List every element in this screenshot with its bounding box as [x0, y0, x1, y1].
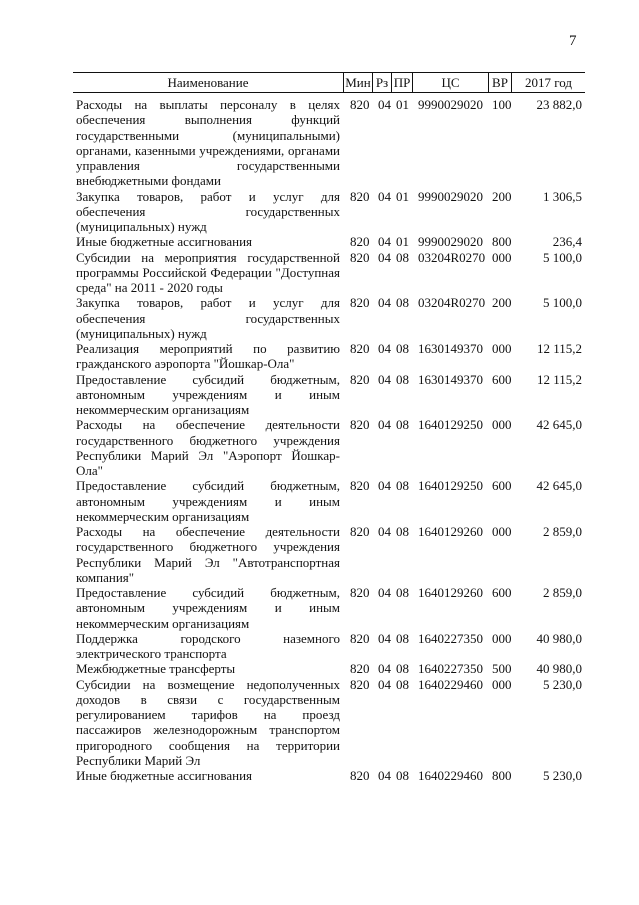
table-row	[73, 97, 585, 189]
row-cs: 1640129250	[418, 478, 483, 494]
row-name: Субсидии на мероприятия государственной программы Российской Федерации "Доступная среда" на 2011 - 2020 годы	[76, 249, 340, 295]
table-row	[73, 631, 585, 662]
row-name: Поддержка городского наземного электрического транспорта	[76, 630, 340, 661]
row-rz: 04	[378, 234, 391, 250]
row-pr: 08	[396, 341, 409, 356]
row-rz: 04	[378, 341, 391, 356]
row-rz: 04	[378, 676, 391, 692]
row-pr: 08	[396, 524, 409, 539]
table-row	[73, 372, 585, 418]
row-value: 5 230,0	[543, 676, 582, 692]
row-cs: 1640129250	[418, 417, 483, 433]
row-vr: 200	[492, 295, 512, 311]
table-row	[73, 234, 585, 249]
row-vr: 600	[492, 585, 512, 600]
row-value: 5 100,0	[543, 249, 582, 265]
row-min: 820	[350, 768, 370, 783]
header-year: 2017 год	[511, 73, 585, 92]
table-row	[73, 189, 585, 235]
row-pr: 08	[396, 768, 409, 783]
row-vr: 000	[492, 630, 512, 646]
row-pr: 08	[396, 676, 409, 692]
row-pr: 08	[396, 478, 409, 494]
row-min: 820	[350, 97, 370, 112]
header-rz: Рз	[372, 73, 391, 92]
row-value: 12 115,2	[536, 341, 582, 356]
row-cs: 9990029020	[418, 188, 483, 204]
row-value: 42 645,0	[536, 417, 582, 433]
row-value: 236,4	[552, 234, 582, 250]
row-pr: 01	[396, 188, 409, 204]
row-pr: 08	[396, 661, 409, 677]
row-pr: 08	[396, 417, 409, 433]
table-body	[73, 93, 585, 783]
row-value: 2 859,0	[543, 524, 582, 539]
row-min: 820	[350, 249, 370, 265]
row-vr: 800	[492, 234, 512, 250]
row-value: 40 980,0	[536, 630, 582, 646]
header-vr: ВР	[488, 73, 511, 92]
row-rz: 04	[378, 371, 391, 387]
table-row	[73, 661, 585, 676]
row-vr: 100	[492, 97, 512, 112]
row-cs: 1640229460	[418, 768, 483, 783]
table-row	[73, 417, 585, 478]
row-min: 820	[350, 585, 370, 600]
row-cs: 1640129260	[418, 524, 483, 539]
table-row	[73, 585, 585, 631]
row-value: 1 306,5	[543, 188, 582, 204]
row-cs: 9990029020	[418, 234, 483, 250]
table-row	[73, 478, 585, 524]
row-value: 23 882,0	[536, 97, 582, 112]
row-rz: 04	[378, 249, 391, 265]
row-vr: 600	[492, 371, 512, 387]
row-min: 820	[350, 417, 370, 433]
row-vr: 000	[492, 417, 512, 433]
row-value: 42 645,0	[536, 478, 582, 494]
row-rz: 04	[378, 630, 391, 646]
row-name: Реализация мероприятий по развитию гражданского аэропорта "Йошкар-Ола"	[76, 341, 340, 372]
row-rz: 04	[378, 295, 391, 311]
row-min: 820	[350, 371, 370, 387]
row-vr: 000	[492, 524, 512, 539]
header-min: Мин	[343, 73, 372, 92]
budget-table	[73, 72, 585, 783]
row-value: 5 100,0	[543, 295, 582, 311]
table-row	[73, 768, 585, 783]
row-name: Закупка товаров, работ и услуг для обеспечения государственных (муниципальных) нужд	[76, 295, 340, 341]
header-name: Наименование	[167, 75, 249, 90]
row-min: 820	[350, 524, 370, 539]
row-vr: 200	[492, 188, 512, 204]
row-name: Иные бюджетные ассигнования	[76, 768, 253, 783]
row-cs: 1630149370	[418, 371, 483, 387]
row-pr: 01	[396, 97, 409, 112]
row-min: 820	[350, 295, 370, 311]
row-name: Предоставление субсидий бюджетным, автономным учреждениям и иным некоммерческим организациям	[76, 585, 340, 631]
row-cs: 03204R0270	[418, 249, 486, 265]
row-pr: 08	[396, 630, 409, 646]
row-value: 40 980,0	[536, 661, 582, 677]
row-cs: 1630149370	[418, 341, 483, 356]
row-min: 820	[350, 676, 370, 692]
row-rz: 04	[378, 97, 391, 112]
row-cs: 1640129260	[418, 585, 483, 600]
row-min: 820	[350, 188, 370, 204]
page-number: 7	[569, 33, 577, 49]
row-rz: 04	[378, 417, 391, 433]
row-min: 820	[350, 341, 370, 356]
row-vr: 000	[492, 676, 512, 692]
row-pr: 08	[396, 295, 409, 311]
row-rz: 04	[378, 768, 391, 783]
row-name: Предоставление субсидий бюджетным, автономным учреждениям и иным некоммерческим организациям	[76, 371, 340, 417]
table-header	[73, 72, 585, 93]
table-row	[73, 295, 585, 341]
row-min: 820	[350, 630, 370, 646]
table-row	[73, 250, 585, 296]
row-vr: 000	[492, 249, 512, 265]
row-cs: 1640229460	[418, 676, 483, 692]
table-row	[73, 341, 585, 372]
row-cs: 03204R0270	[418, 295, 486, 311]
row-name: Расходы на выплаты персоналу в целях обеспечения выполнения функций государственными (муниципальными) органами, казенными учреждениями, органами управления государственными внебюджетными фондами	[76, 97, 340, 189]
row-cs: 9990029020	[418, 97, 483, 112]
row-value: 5 230,0	[543, 768, 582, 783]
row-vr: 000	[492, 341, 512, 356]
row-pr: 01	[396, 234, 409, 250]
row-name: Закупка товаров, работ и услуг для обеспечения государственных (муниципальных) нужд	[76, 188, 340, 234]
row-cs: 1640227350	[418, 630, 483, 646]
row-value: 2 859,0	[543, 585, 582, 600]
row-name: Межбюджетные трансферты	[76, 661, 236, 677]
row-pr: 08	[396, 371, 409, 387]
header-cs: ЦС	[412, 73, 488, 92]
row-rz: 04	[378, 524, 391, 539]
row-name: Расходы на обеспечение деятельности государственного бюджетного учреждения Республики Марий Эл "Аэропорт Йошкар-Ола"	[76, 417, 340, 478]
row-min: 820	[350, 661, 370, 677]
row-pr: 08	[396, 585, 409, 600]
row-name: Субсидии на возмещение недополученных доходов в связи с государственным регулированием тарифов на проезд пассажиров железнодорожным транспортом пригородного сообщения на территории Республики Марий Эл	[76, 676, 340, 768]
row-pr: 08	[396, 249, 409, 265]
row-rz: 04	[378, 585, 391, 600]
row-cs: 1640227350	[418, 661, 483, 677]
row-vr: 600	[492, 478, 512, 494]
table-row	[73, 524, 585, 585]
row-name: Предоставление субсидий бюджетным, автономным учреждениям и иным некоммерческим организациям	[76, 478, 340, 524]
table-row	[73, 677, 585, 769]
row-min: 820	[350, 234, 370, 250]
row-vr: 500	[492, 661, 512, 677]
row-name: Расходы на обеспечение деятельности государственного бюджетного учреждения Республики Марий Эл "Автотранспортная компания"	[76, 524, 340, 585]
row-rz: 04	[378, 661, 391, 677]
header-pr: ПР	[391, 73, 412, 92]
row-rz: 04	[378, 478, 391, 494]
row-value: 12 115,2	[536, 371, 582, 387]
row-rz: 04	[378, 188, 391, 204]
row-vr: 800	[492, 768, 512, 783]
row-name: Иные бюджетные ассигнования	[76, 234, 253, 250]
row-min: 820	[350, 478, 370, 494]
